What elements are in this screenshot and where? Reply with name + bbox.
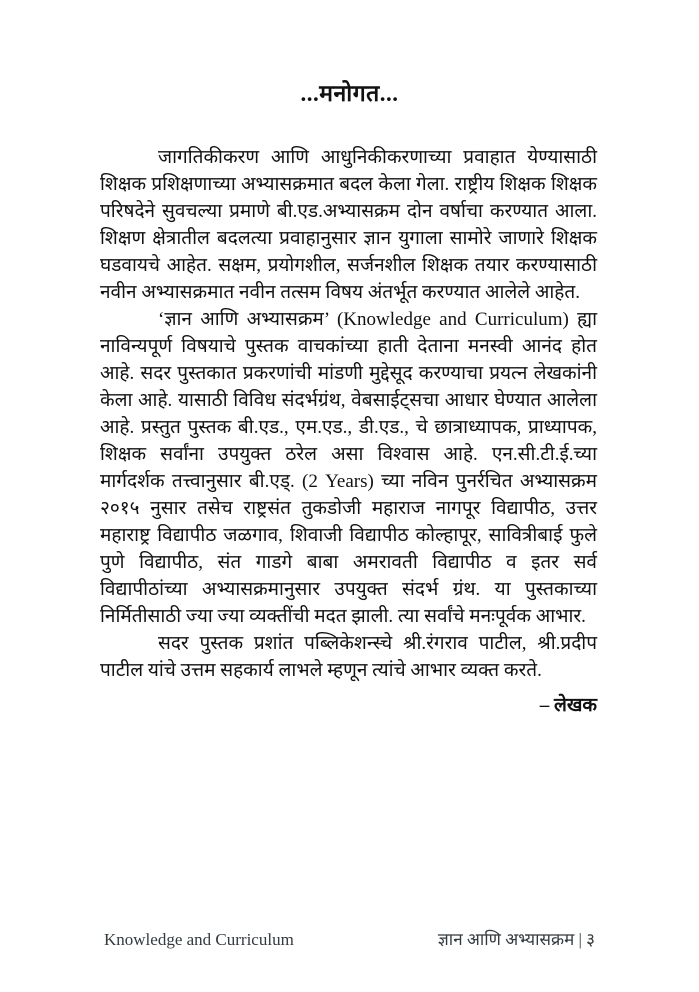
preface-body	[100, 144, 597, 684]
paragraph-2: ‘ज्ञान आणि अभ्यासक्रम’ (Knowledge and Curriculum) ह्या नाविन्यपूर्ण विषयाचे पुस्तक वाचकांच्या हाती देताना मनस्वी आनंद होत आहे. सदर पुस्तकात प्रकरणांची मांडणी मुद्देसूद करण्याचा प्रयत्न लेखकांनी केला आहे. यासाठी विविध संदर्भग्रंथ, वेबसाईट्सचा आधार घेण्यात आलेला आहे. प्रस्तुत पुस्तक बी.एड., एम.एड., डी.एड., चे छात्राध्यापक, प्राध्यापक, शिक्षक सर्वांना उपयुक्त ठरेल असा विश्वास आहे. एन.सी.टी.ई.च्या मार्गदर्शक तत्त्वानुसार बी.एड्. (2 Years) च्या नविन पुनर्रचित अभ्यासक्रम २०१५ नुसार तसेच राष्ट्रसंत तुकडोजी महाराज नागपूर विद्यापीठ, उत्तर महाराष्ट्र विद्यापीठ जळगाव, शिवाजी विद्यापीठ कोल्हापूर, सावित्रीबाई फुले पुणे विद्यापीठ, संत गाडगे बाबा अमरावती विद्यापीठ व इतर सर्व विद्यापीठांच्या अभ्यासक्रमानुसार उपयुक्त संदर्भ ग्रंथ. या पुस्तकाच्या निर्मितीसाठी ज्या ज्या व्यक्तींची मदत झाली. त्या सर्वांचे मनःपूर्वक आभार.	[100, 309, 597, 627]
footer-book-title-english: Knowledge and Curriculum	[104, 930, 294, 949]
page-title: ...मनोगत...	[300, 81, 399, 106]
paragraph-1: जागतिकीकरण आणि आधुनिकीकरणाच्या प्रवाहात येण्यासाठी शिक्षक प्रशिक्षणाच्या अभ्यासक्रमात बदल केला गेला. राष्ट्रीय शिक्षक शिक्षक परिषदेने सुवचल्या प्रमाणे बी.एड.अभ्यासक्रम दोन वर्षाचा करण्यात आला. शिक्षण क्षेत्रातील बदलत्या प्रवाहानुसार ज्ञान युगाला सामोरे जाणारे शिक्षक घडवायचे आहेत. सक्षम, प्रयोगशील, सर्जनशील शिक्षक तयार करण्यासाठी नवीन अभ्यासक्रमात नवीन तत्सम विषय अंतर्भूत करण्यात आलेले आहेत.	[100, 147, 597, 303]
footer-book-title-marathi-page-number: ज्ञान आणि अभ्यासक्रम | ३	[437, 930, 595, 949]
page-footer	[104, 927, 595, 950]
author-signature: – लेखक	[539, 695, 597, 716]
paragraph-3: सदर पुस्तक प्रशांत पब्लिकेशन्स्चे श्री.रंगराव पाटील, श्री.प्रदीप पाटील यांचे उत्तम सहकार्य लाभले म्हणून त्यांचे आभार व्यक्त करते.	[100, 633, 597, 681]
